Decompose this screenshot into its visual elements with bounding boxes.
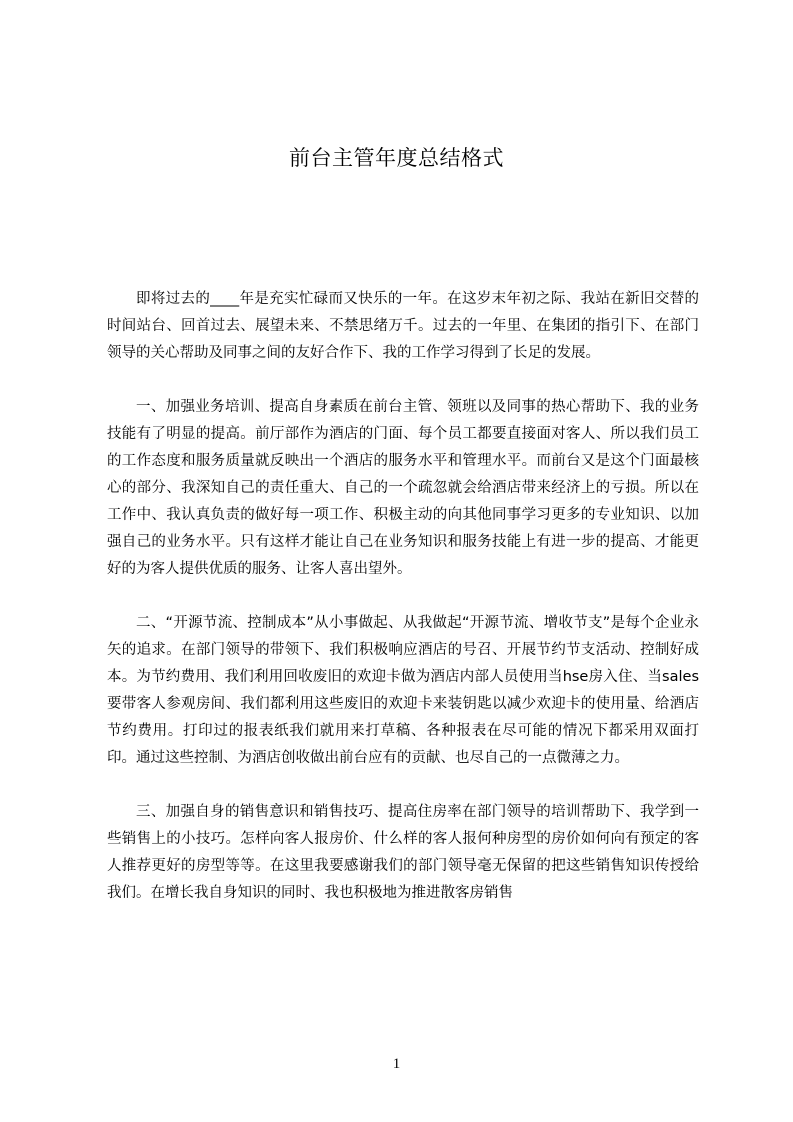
paragraph-intro: 即将过去的____年是充实忙碌而又快乐的一年。在这岁末年初之际、我站在新旧交替的时间站台、回首过去、展望未来、不禁思绪万千。过去的一年里、在集团的指引下、在部门领导的关心帮助及同事之间的友好合作下、我的工作学习得到了长足的发展。 [107,291,699,361]
paragraph-section-2: 二、“开源节流、控制成本”从小事做起、从我做起“开源节流、增收节支”是每个企业永矢的追求。在部门领导的带领下、我们积极响应酒店的号召、开展节约节支活动、控制好成本。为节约费用、我们利用回收废旧的欢迎卡做为酒店内部人员使用当hse房入住、当sales要带客人参观房间、我们都利用这些废旧的欢迎卡来装钥匙以减少欢迎卡的使用量、给酒店节约费用。打印过的报表纸我们就用来打草稿、各种报表在尽可能的情况下都采用双面打印。通过这些控制、为酒店创收做出前台应有的贡献、也尽自己的一点微薄之力。 [107,615,699,766]
paragraph-section-1: 一、加强业务培训、提高自身素质在前台主管、领班以及同事的热心帮助下、我的业务技能有了明显的提高。前厅部作为酒店的门面、每个员工都要直接面对客人、所以我们员工的工作态度和服务质量就反映出一个酒店的服务水平和管理水平。而前台又是这个门面最核心的部分、我深知自己的责任重大、自己的一个疏忽就会给酒店带来经济上的亏损。所以在工作中、我认真负责的做好每一项工作、积极主动的向其他同事学习更多的专业知识、以加强自己的业务水平。只有这样才能让自己在业务知识和服务技能上有进一步的提高、才能更好的为客人提供优质的服务、让客人喜出望外。 [107,399,699,577]
page-number: 1 [392,1056,401,1072]
document-title: 前台主管年度总结格式 [289,146,504,170]
document-body [107,286,699,934]
paragraph-section-3: 三、加强自身的销售意识和销售技巧、提高住房率在部门领导的培训帮助下、我学到一些销售上的小技巧。怎样向客人报房价、什么样的客人报何种房型的房价如何向有预定的客人推荐更好的房型等等。在这里我要感谢我们的部门领导毫无保留的把这些销售知识传授给我们。在增长我自身知识的同时、我也积极地为推进散客房销售 [107,804,699,901]
